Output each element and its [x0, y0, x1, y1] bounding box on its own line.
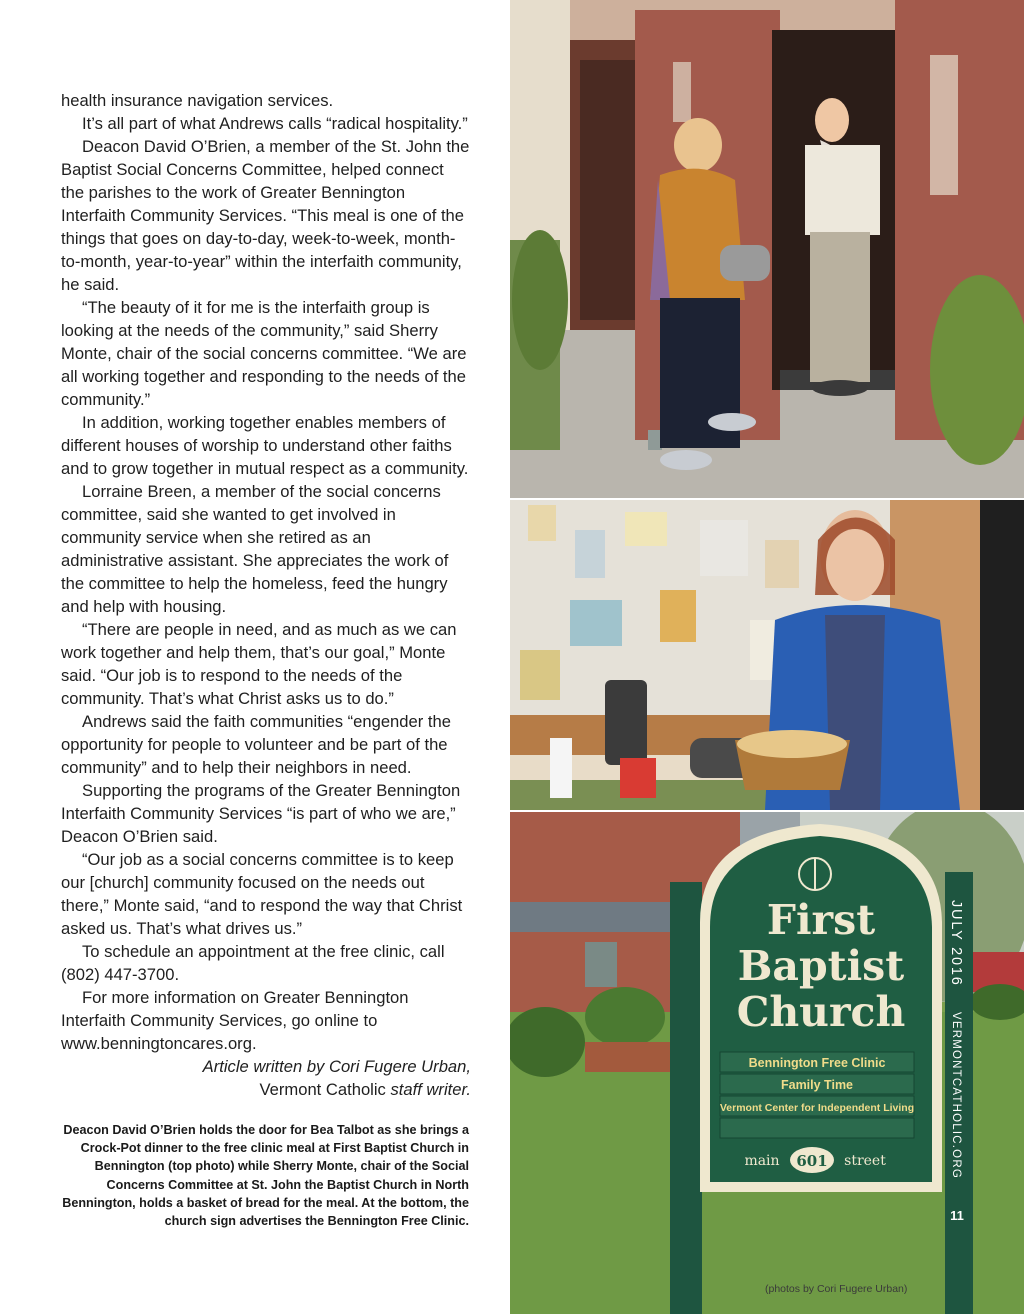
article-paragraph: In addition, working together enables members of different houses of worship to understand other faiths and to grow together in mutual respect as a community. — [61, 413, 469, 478]
page-sidebar — [943, 900, 969, 1200]
article-paragraph: “The beauty of it for me is the interfaith group is looking at the needs of the community,” said Sherry Monte, chair of the social concerns committee. “We are all working together and responding to the needs of the community.” — [61, 298, 467, 409]
article-paragraph: “There are people in need, and as much as we can work together and help them, that’s our goal,” Monte said. “Our job is to respond to the needs of the community. That’s what Christ asks us to do.” — [61, 620, 457, 708]
article-body — [61, 89, 471, 1101]
photo-credit: (photos by Cori Fugere Urban) — [765, 1283, 908, 1295]
photo-church-doorway — [510, 0, 1024, 498]
article-paragraph: For more information on Greater Bennington Interfaith Community Services, go online to www.benningtoncares.org. — [61, 988, 409, 1053]
sign-title-line2: Baptist — [737, 942, 905, 990]
sign-street-word: street — [844, 1153, 886, 1169]
article-paragraph: Lorraine Breen, a member of the social concerns committee, said she wanted to get involved in community service when she retired as an administrative assistant. She appreciates the work of the committee to help the homeless, feed the hungry and help with housing. — [61, 482, 449, 616]
byline-publication: Vermont Catholic — [259, 1080, 391, 1099]
byline-author: Article written by Cori Fugere Urban, — [202, 1057, 471, 1076]
sign-panel-family: Family Time — [780, 1078, 854, 1092]
article-byline — [61, 1055, 471, 1101]
article-paragraph: It’s all part of what Andrews calls “radical hospitality.” — [82, 114, 468, 133]
article-paragraph: health insurance navigation services. — [61, 91, 334, 110]
byline-role — [61, 1078, 471, 1101]
issue-date: JULY 2016 — [948, 900, 964, 987]
site-url: VERMONTCATHOLIC.ORG — [950, 1012, 962, 1179]
article-paragraph: Andrews said the faith communities “engender the opportunity for people to volunteer and be part of the community” and to help their neighbors in need. — [61, 712, 451, 777]
photo-caption: Deacon David O’Brien holds the door for Bea Talbot as she brings a Crock-Pot dinner to the free clinic meal at First Baptist Church in Bennington (top photo) while Sherry Monte, chair of the Social Concerns Committee at St. John the Baptist Church in North Bennington, holds a basket of bread for the meal. At the bottom, the church sign advertises the Bennington Free Clinic. — [62, 1123, 469, 1229]
sign-panel-vcil: Vermont Center for Independent Living — [719, 1102, 915, 1114]
sign-street-number: 601 — [796, 1152, 828, 1170]
sign-title-line3: Church — [736, 988, 906, 1036]
article-paragraph: To schedule an appointment at the free clinic, call (802) 447-3700. — [61, 942, 445, 984]
sign-title-line1: First — [766, 896, 876, 944]
article-paragraph: “Our job as a social concerns committee is to keep our [church] community focused on the needs out there,” Monte said, “and to respond the way that Christ asked us. That’s what drives us.” — [61, 850, 463, 938]
sign-street-main: main — [744, 1153, 780, 1169]
article-paragraph: Supporting the programs of the Greater Bennington Interfaith Community Services “is part of who we are,” Deacon O’Brien said. — [61, 781, 461, 846]
article-paragraph: Deacon David O’Brien, a member of the St. John the Baptist Social Concerns Committee, helped connect the parishes to the work of Greater Bennington Interfaith Community Services. “This meal is one of the things that goes on day-to-day, week-to-week, month-to-month, year-to-year” within the interfaith community, he said. — [61, 137, 470, 294]
sign-panel-clinic: Bennington Free Clinic — [748, 1056, 886, 1070]
page-number: 11 — [950, 1208, 964, 1223]
photo-bread-basket — [510, 500, 1024, 810]
byline-title: staff writer. — [390, 1080, 471, 1099]
